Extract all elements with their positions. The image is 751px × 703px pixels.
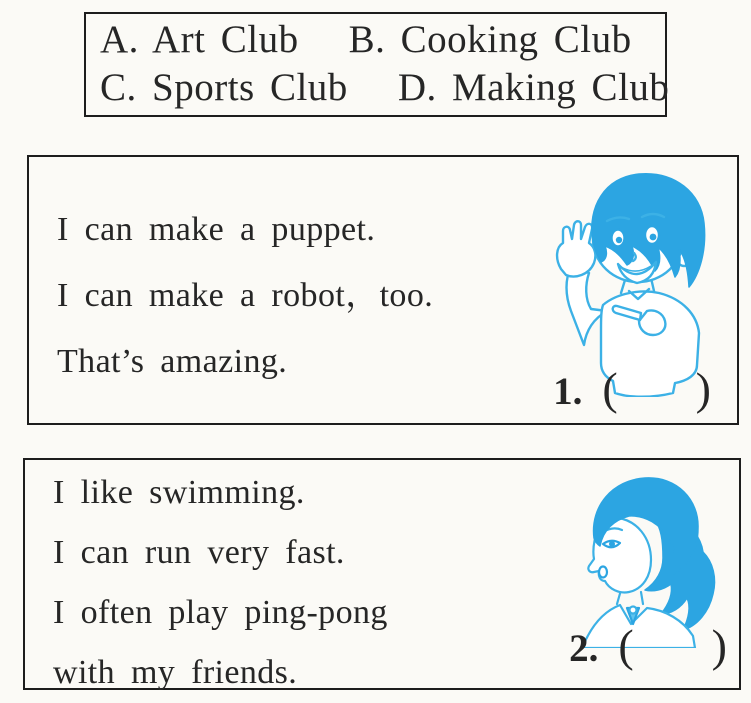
option-a: A. Art Club bbox=[100, 18, 299, 62]
answer-2-open-paren: ( bbox=[618, 620, 634, 671]
passage-1-line-2: I can make a robot，too. bbox=[57, 277, 434, 314]
passage-2-line-2: I can run very fast. bbox=[53, 534, 345, 571]
passage-1-line-3: That’s amazing. bbox=[57, 343, 288, 380]
passage-2-line-1: I like swimming. bbox=[53, 474, 305, 511]
answer-1-number: 1. bbox=[553, 370, 583, 413]
passage-2-line-3: I often play ping-pong bbox=[53, 594, 388, 631]
passage-card-1 bbox=[27, 155, 739, 425]
answer-1-close-paren: ) bbox=[695, 363, 711, 414]
answer-slot-2[interactable] bbox=[569, 619, 727, 672]
answer-slot-1[interactable] bbox=[553, 362, 711, 415]
answer-1-open-paren: ( bbox=[602, 363, 618, 414]
passage-2-line-4: with my friends. bbox=[53, 654, 298, 691]
option-b: B. Cooking Club bbox=[348, 18, 632, 62]
passage-1-line-1: I can make a puppet. bbox=[57, 211, 376, 248]
answer-2-number: 2. bbox=[569, 627, 599, 670]
option-d: D. Making Club bbox=[397, 65, 670, 109]
answer-options-box bbox=[84, 12, 670, 117]
passage-2-text bbox=[53, 463, 388, 703]
option-c: C. Sports Club bbox=[100, 65, 348, 109]
passage-1-text bbox=[57, 197, 433, 395]
options-row-2 bbox=[100, 65, 670, 109]
options-row-1 bbox=[100, 20, 659, 61]
answer-2-close-paren: ) bbox=[711, 620, 727, 671]
passage-card-2 bbox=[23, 458, 741, 690]
